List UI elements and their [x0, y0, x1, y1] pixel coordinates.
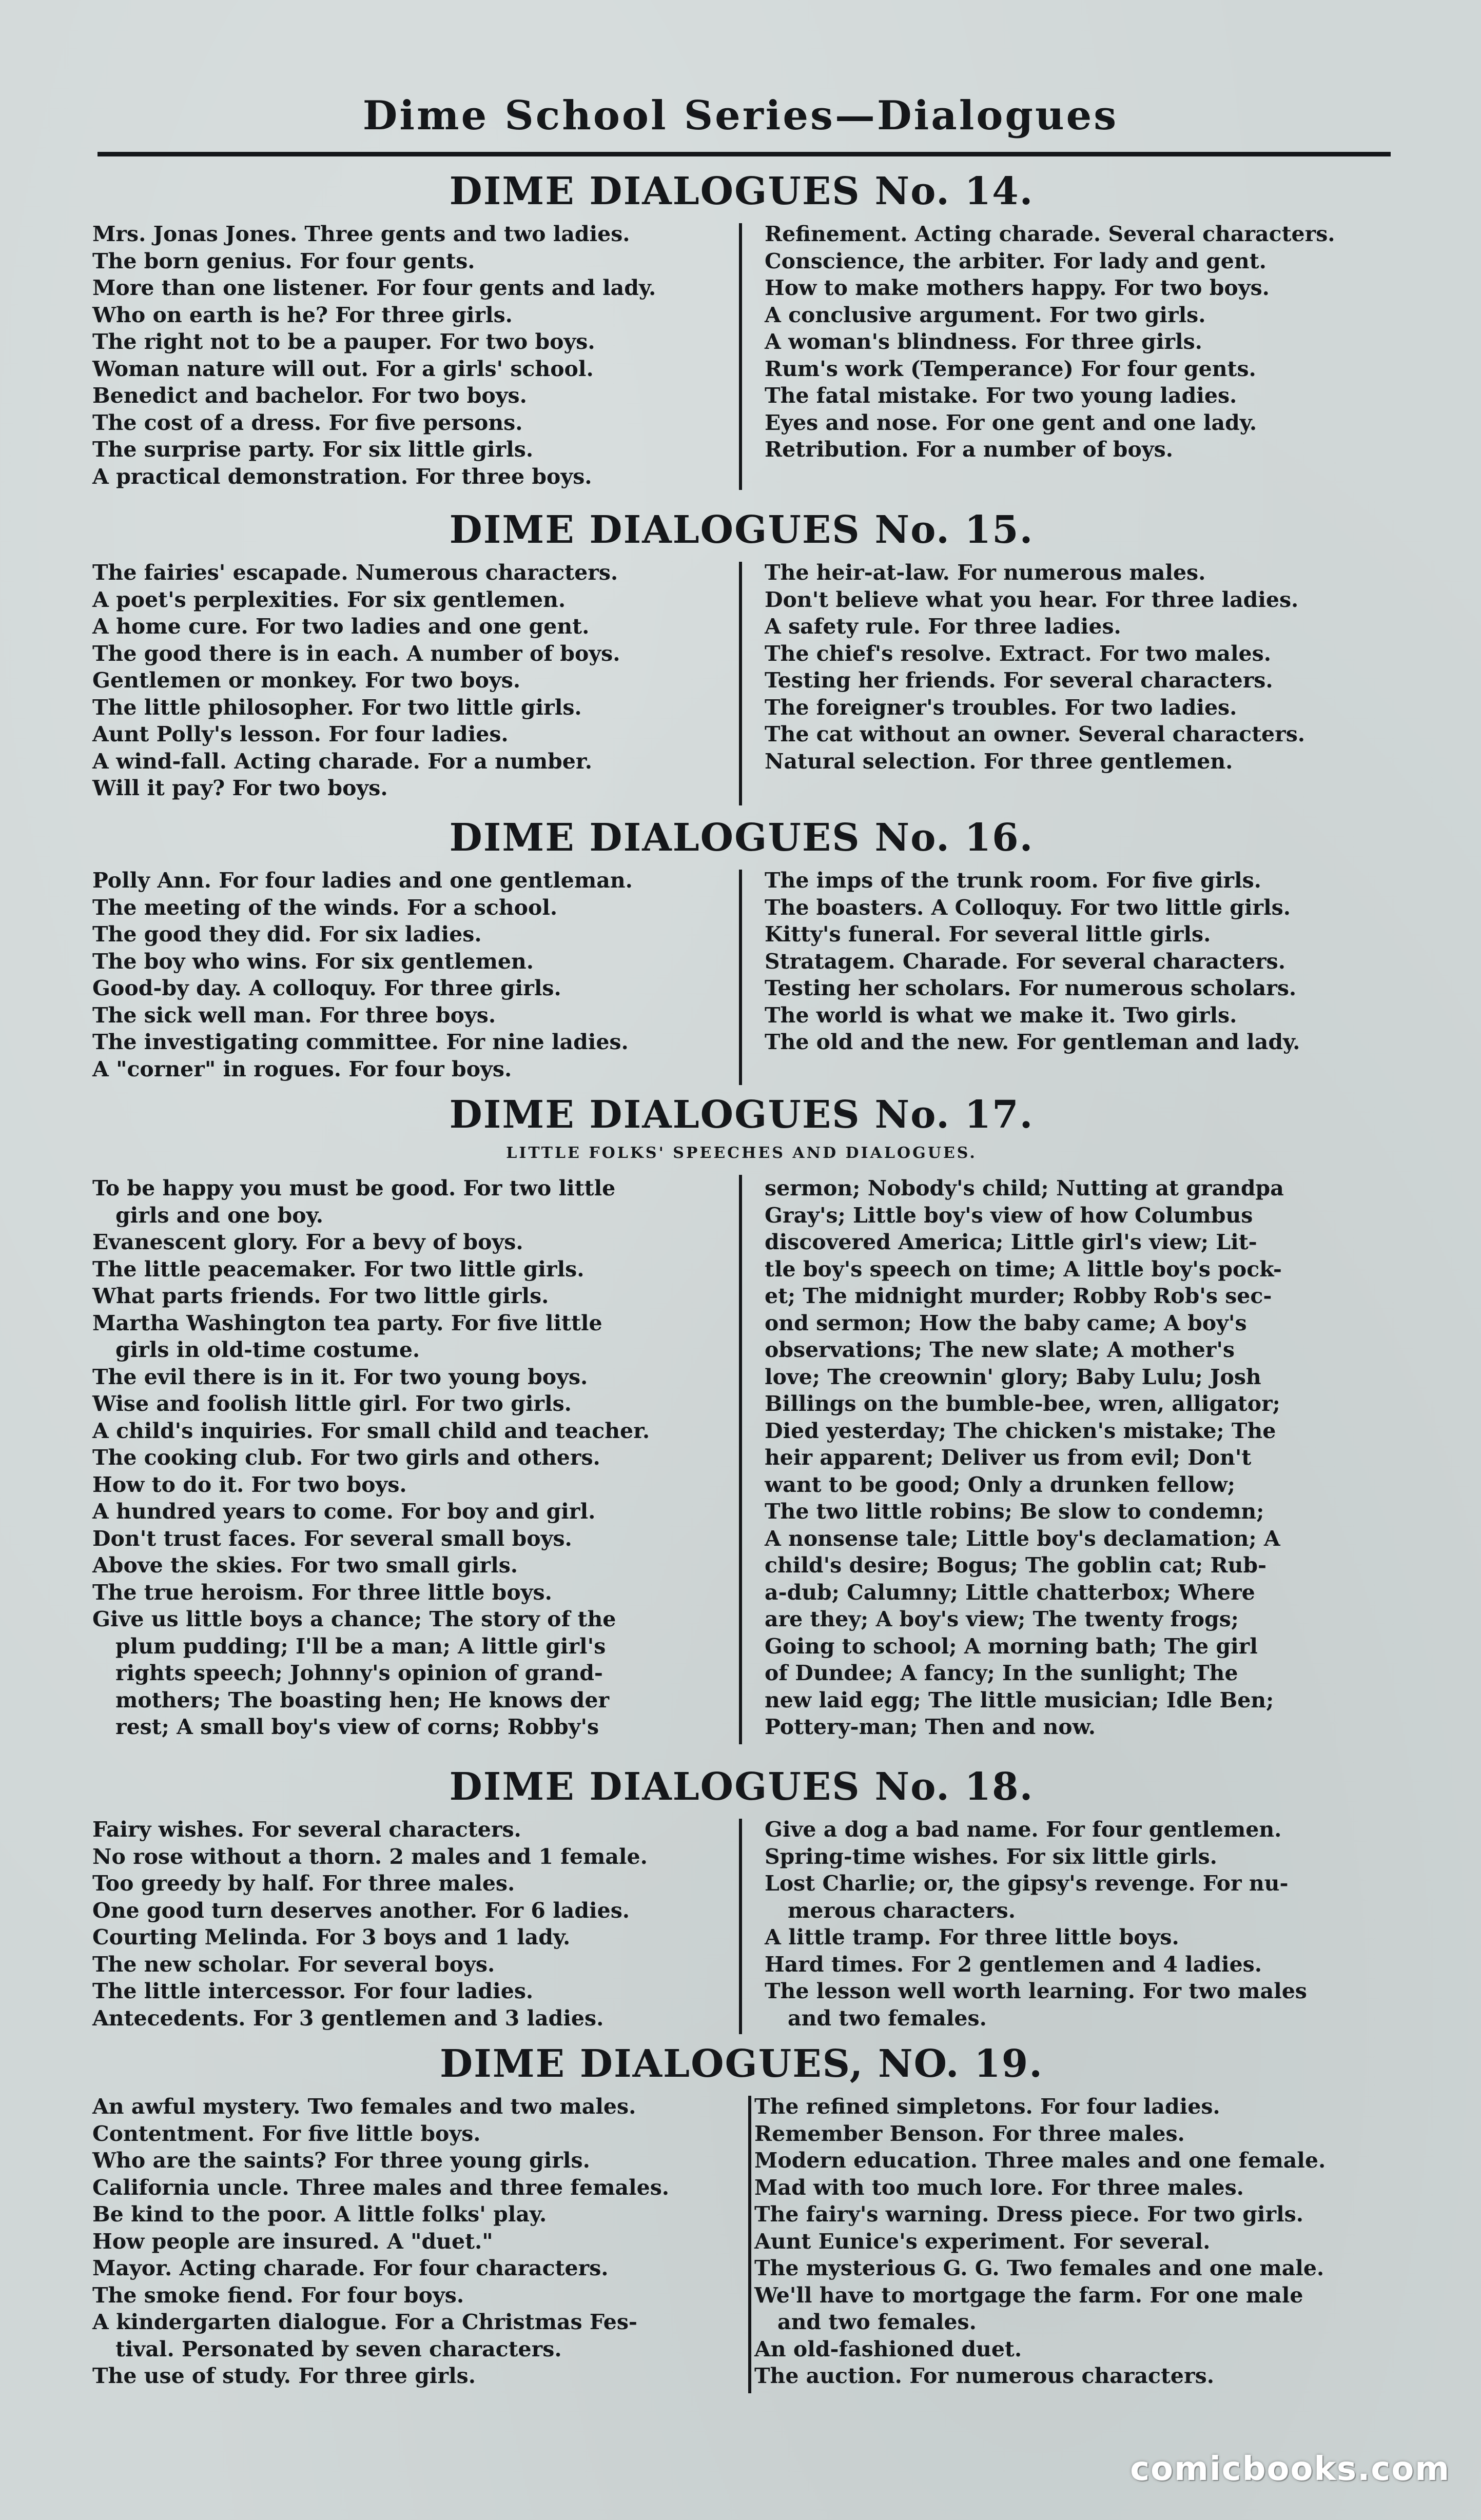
entry-line: The good they did. For six ladies. [92, 922, 482, 947]
entry-line: The imps of the trunk room. For five girls. [765, 868, 1261, 893]
entry-line: Don't believe what you hear. For three ladies. [765, 587, 1299, 612]
entry-line: Woman nature will out. For a girls' school. [92, 356, 594, 381]
entry-line: The foreigner's troubles. For two ladies. [765, 695, 1237, 720]
entry-line: Natural selection. For three gentlemen. [765, 749, 1233, 774]
entry-line: The boy who wins. For six gentlemen. [92, 949, 534, 974]
entry-line: The lesson well worth learning. For two males [765, 1979, 1307, 2003]
entry-line: Died yesterday; The chicken's mistake; The [765, 1418, 1276, 1443]
entry-line: The fatal mistake. For two young ladies. [765, 383, 1237, 408]
entry-line: Going to school; A morning bath; The girl [765, 1633, 1258, 1659]
entry-line: A nonsense tale; Little boy's declamation; A [765, 1526, 1280, 1551]
entry-line: tle boy's speech on time; A little boy's pock- [765, 1256, 1282, 1282]
entry-line: heir apparent; Deliver us from evil; Don't [765, 1445, 1252, 1470]
entry-line: The chief's resolve. Extract. For two males. [765, 641, 1271, 666]
left-column [92, 1175, 724, 1741]
section-title: DIME DIALOGUES No. 18. [449, 1765, 1034, 1809]
entry-line: Lost Charlie; or, the gipsy's revenge. For nu- [765, 1871, 1289, 1896]
entry-line: The true heroism. For three little boys. [92, 1580, 552, 1605]
watermark: comicbooks.com [1130, 2450, 1450, 2488]
entry-line: merous characters. [788, 1898, 1016, 1923]
entry-line: plum pudding; I'll be a man; A little girl's [115, 1633, 606, 1659]
entry-line: Stratagem. Charade. For several characters. [765, 949, 1286, 974]
entry-line: Mayor. Acting charade. For four characters. [92, 2256, 609, 2280]
entry-line: The heir-at-law. For numerous males. [765, 560, 1206, 585]
entry-line: Conscience, the arbiter. For lady and gent. [765, 248, 1266, 273]
entry-line: mothers; The boasting hen; He knows der [115, 1687, 610, 1712]
entry-line: The right not to be a pauper. For two boys. [92, 329, 595, 354]
entry-line: A kindergarten dialogue. For a Christmas Fes- [92, 2310, 637, 2334]
entry-line: rest; A small boy's view of corns; Robby's [115, 1715, 599, 1739]
entry-line: The world is what we make it. Two girls. [765, 1002, 1237, 1028]
entry-line: Antecedents. For 3 gentlemen and 3 ladies. [92, 2005, 604, 2031]
right-column [765, 867, 1396, 1056]
section-dialogues-15 [92, 508, 1391, 816]
entry-line: Rum's work (Temperance) For four gents. [765, 356, 1256, 381]
left-column [92, 559, 724, 802]
entry-line: The surprise party. For six little girls. [92, 437, 534, 462]
entry-line: A practical demonstration. For three boys. [92, 464, 592, 489]
entry-line: The meeting of the winds. For a school. [92, 895, 558, 920]
section-dialogues-16 [92, 816, 1391, 1088]
entry-line: Fairy wishes. For several characters. [92, 1817, 521, 1842]
entry-line: A hundred years to come. For boy and girl. [92, 1499, 596, 1524]
entry-line: A conclusive argument. For two girls. [765, 302, 1206, 327]
entry-line: A poet's perplexities. For six gentlemen. [92, 587, 566, 612]
entry-line: new laid egg; The little musician; Idle Ben; [765, 1687, 1274, 1712]
entry-line: Above the skies. For two small girls. [92, 1553, 518, 1578]
entry-line: The use of study. For three girls. [92, 2364, 476, 2388]
entry-line: Refinement. Acting charade. Several characters. [765, 222, 1335, 246]
entry-line: Don't trust faces. For several small boys. [92, 1526, 572, 1551]
entry-line: girls and one boy. [115, 1203, 324, 1228]
entry-line: sermon; Nobody's child; Nutting at grandpa [765, 1176, 1284, 1200]
entry-line: Modern education. Three males and one female. [754, 2148, 1326, 2173]
entry-line: The sick well man. For three boys. [92, 1002, 496, 1028]
left-column [92, 867, 724, 1082]
entry-line: A safety rule. For three ladies. [765, 614, 1121, 639]
entry-line: The born genius. For four gents. [92, 248, 475, 273]
entry-line: Will it pay? For two boys. [92, 776, 388, 800]
entry-line: The new scholar. For several boys. [92, 1952, 495, 1977]
entry-line: The cat without an owner. Several characters. [765, 722, 1305, 746]
column-divider [739, 1175, 742, 1744]
entry-line: Kitty's funeral. For several little girls. [765, 922, 1211, 947]
entry-line: Retribution. For a number of boys. [765, 437, 1173, 462]
page-title: Dime School Series—Dialogues [362, 92, 1119, 139]
entry-line: Who on earth is he? For three girls. [92, 302, 513, 327]
entry-line: The little philosopher. For two little girls. [92, 695, 582, 720]
entry-line: More than one listener. For four gents and lady. [92, 275, 656, 300]
entry-line: The old and the new. For gentleman and lady. [765, 1030, 1300, 1054]
section-title: DIME DIALOGUES No. 16. [449, 816, 1034, 860]
entry-line: ond sermon; How the baby came; A boy's [765, 1310, 1247, 1335]
section-dialogues-14 [92, 169, 1391, 508]
entry-line: What parts friends. For two little girls. [92, 1284, 549, 1308]
entry-line: love; The creownin' glory; Baby Lulu; Josh [765, 1364, 1261, 1389]
entry-line: An old-fashioned duet. [754, 2336, 1022, 2361]
entry-line: Wise and foolish little girl. For two girls. [92, 1391, 572, 1416]
entry-line: are they; A boy's view; The twenty frogs; [765, 1607, 1239, 1631]
entry-line: The little intercessor. For four ladies. [92, 1979, 534, 2003]
section-dialogues-18 [92, 1765, 1391, 2052]
entry-line: Mad with too much lore. For three males. [754, 2175, 1244, 2200]
section-dialogues-19 [92, 2042, 1391, 2401]
entry-line: An awful mystery. Two females and two males. [92, 2094, 636, 2119]
entry-line: Too greedy by half. For three males. [92, 1871, 515, 1896]
title-rule [98, 152, 1391, 156]
entry-line: want to be good; Only a drunken fellow; [765, 1472, 1236, 1497]
entry-line: et; The midnight murder; Robby Rob's sec- [765, 1284, 1272, 1308]
section-title: DIME DIALOGUES, NO. 19. [439, 2042, 1044, 2086]
left-column [92, 2093, 724, 2390]
entry-line: Who are the saints? For three young girls. [92, 2148, 590, 2173]
entry-line: How people are insured. A "duet." [92, 2229, 493, 2254]
entry-line: The cooking club. For two girls and others. [92, 1445, 600, 1470]
section-dialogues-17 [92, 1093, 1391, 1760]
entry-line: The evil there is in it. For two young boys. [92, 1364, 588, 1389]
column-divider [739, 870, 742, 1085]
entry-line: of Dundee; A fancy; In the sunlight; The [765, 1661, 1238, 1685]
entry-line: A home cure. For two ladies and one gent. [92, 614, 590, 639]
entry-line: The smoke fiend. For four boys. [92, 2282, 464, 2308]
entry-line: Testing her friends. For several characters. [765, 668, 1273, 693]
left-column [92, 1816, 724, 2032]
section-subtitle: LITTLE FOLKS' SPEECHES AND DIALOGUES. [506, 1144, 977, 1162]
section-title: DIME DIALOGUES No. 14. [449, 169, 1034, 213]
right-column [765, 1175, 1396, 1741]
entry-line: and two females. [777, 2310, 977, 2334]
column-divider [739, 562, 742, 805]
entry-line: Evanescent glory. For a bevy of boys. [92, 1230, 523, 1254]
entry-line: The good there is in each. A number of boys. [92, 641, 620, 666]
entry-line: Hard times. For 2 gentlemen and 4 ladies. [765, 1952, 1262, 1977]
entry-line: Billings on the bumble-bee, wren, alligator; [765, 1391, 1280, 1416]
entry-line: The auction. For numerous characters. [754, 2364, 1214, 2388]
entry-line: Mrs. Jonas Jones. Three gents and two ladies. [92, 222, 630, 246]
entry-line: discovered America; Little girl's view; Lit- [765, 1230, 1257, 1254]
right-column [754, 2093, 1386, 2390]
entry-line: The mysterious G. G. Two females and one male. [754, 2256, 1324, 2280]
entry-line: A little tramp. For three little boys. [765, 1925, 1179, 1950]
entry-line: The fairies' escapade. Numerous characters. [92, 560, 618, 585]
entry-line: Benedict and bachelor. For two boys. [92, 383, 527, 408]
entry-line: girls in old-time costume. [115, 1337, 420, 1362]
right-column [765, 221, 1396, 463]
section-title: DIME DIALOGUES No. 15. [449, 508, 1034, 552]
entry-line: Polly Ann. For four ladies and one gentleman. [92, 868, 633, 893]
column-divider [748, 2096, 751, 2393]
entry-line: Eyes and nose. For one gent and one lady. [765, 410, 1257, 435]
entry-line: Aunt Polly's lesson. For four ladies. [92, 722, 509, 746]
entry-line: Give a dog a bad name. For four gentlemen. [765, 1817, 1282, 1842]
entry-line: A "corner" in rogues. For four boys. [92, 1056, 512, 1081]
entry-line: Give us little boys a chance; The story of the [92, 1607, 616, 1631]
entry-line: To be happy you must be good. For two little [92, 1176, 616, 1200]
entry-line: How to do it. For two boys. [92, 1472, 407, 1497]
right-column [765, 1816, 1396, 2032]
entry-line: Testing her scholars. For numerous scholars. [765, 976, 1297, 1000]
entry-line: Pottery-man; Then and now. [765, 1715, 1096, 1739]
entry-line: Martha Washington tea party. For five little [92, 1310, 602, 1335]
entry-line: The boasters. A Colloquy. For two little girls. [765, 895, 1291, 920]
right-column [765, 559, 1396, 775]
entry-line: Spring-time wishes. For six little girls. [765, 1844, 1217, 1869]
entry-line: A woman's blindness. For three girls. [765, 329, 1202, 354]
entry-line: Contentment. For five little boys. [92, 2121, 481, 2146]
entry-line: rights speech; Johnny's opinion of grand- [115, 1661, 603, 1685]
entry-line: The two little robins; Be slow to condemn; [765, 1499, 1264, 1524]
column-divider [739, 1819, 742, 2034]
entry-line: We'll have to mortgage the farm. For one male [754, 2282, 1303, 2308]
section-title: DIME DIALOGUES No. 17. [449, 1093, 1034, 1137]
entry-line: One good turn deserves another. For 6 ladies. [92, 1898, 630, 1923]
entry-line: How to make mothers happy. For two boys. [765, 275, 1270, 300]
entry-line: Remember Benson. For three males. [754, 2121, 1185, 2146]
entry-line: a-dub; Calumny; Little chatterbox; Where [765, 1580, 1255, 1605]
entry-line: and two females. [788, 2005, 987, 2031]
left-column [92, 221, 724, 490]
entry-line: Good-by day. A colloquy. For three girls. [92, 976, 561, 1000]
entry-line: Aunt Eunice's experiment. For several. [754, 2229, 1211, 2254]
entry-line: tival. Personated by seven characters. [115, 2336, 562, 2361]
entry-line: California uncle. Three males and three females. [92, 2175, 670, 2200]
entry-line: Be kind to the poor. A little folks' play. [92, 2202, 547, 2227]
entry-line: Gray's; Little boy's view of how Columbus [765, 1203, 1253, 1228]
entry-line: The fairy's warning. Dress piece. For two girls. [754, 2202, 1303, 2227]
entry-line: observations; The new slate; A mother's [765, 1337, 1235, 1362]
column-divider [739, 223, 742, 490]
entry-line: The investigating committee. For nine ladies. [92, 1030, 629, 1054]
entry-line: The little peacemaker. For two little girls. [92, 1256, 584, 1282]
entry-line: A wind-fall. Acting charade. For a number. [92, 749, 592, 774]
entry-line: The refined simpletons. For four ladies. [754, 2094, 1220, 2119]
entry-line: child's desire; Bogus; The goblin cat; Rub- [765, 1553, 1267, 1578]
entry-line: No rose without a thorn. 2 males and 1 female. [92, 1844, 648, 1869]
entry-line: Gentlemen or monkey. For two boys. [92, 668, 521, 693]
entry-line: Courting Melinda. For 3 boys and 1 lady. [92, 1925, 571, 1950]
entry-line: The cost of a dress. For five persons. [92, 410, 523, 435]
entry-line: A child's inquiries. For small child and teacher. [92, 1418, 650, 1443]
